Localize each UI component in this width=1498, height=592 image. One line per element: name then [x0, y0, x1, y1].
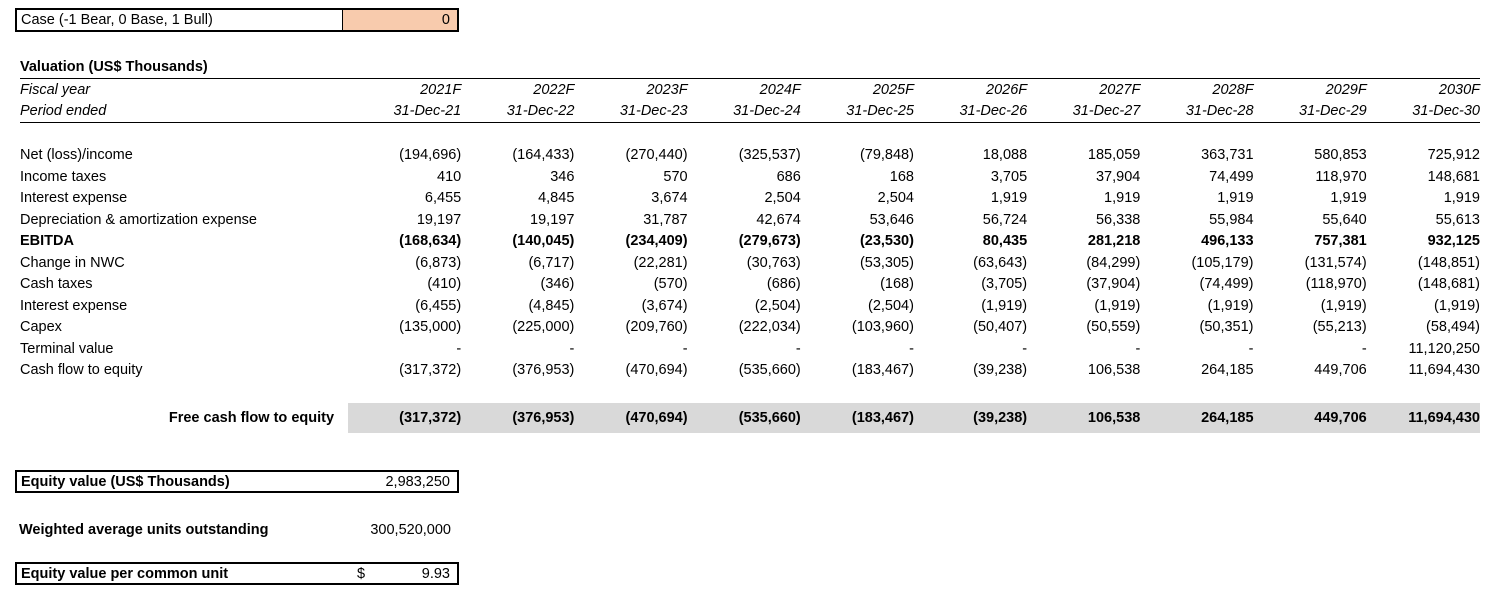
row-label-cash-flow-to-equity: Cash flow to equity — [20, 362, 143, 379]
cell-ebitda-8: 757,381 — [1314, 233, 1367, 250]
cell-nwc-2: (22,281) — [633, 254, 688, 271]
cell-fcfe-8: 449,706 — [1254, 403, 1367, 433]
cell-income-taxes-7: 74,499 — [1209, 168, 1254, 185]
equity-value-label: Equity value (US$ Thousands) — [21, 473, 230, 490]
cell-interest-expense-3: 2,504 — [764, 190, 801, 207]
header-label-period-ended: Period ended — [20, 101, 348, 123]
weighted-average-units-row — [15, 518, 459, 541]
cell-terminal-3: - — [795, 340, 801, 357]
cell-interest-expense-1: 4,845 — [538, 190, 575, 207]
case-input-label: Case (-1 Bear, 0 Base, 1 Bull) — [17, 10, 343, 30]
cell-ebitda-6: 281,218 — [1087, 233, 1141, 250]
cell-cash-taxes-1: (346) — [540, 276, 575, 293]
cell-cfe-7: 264,185 — [1201, 362, 1254, 379]
valuation-section-title: Valuation (US$ Thousands) — [20, 59, 208, 75]
cell-interest-expense-4: 2,504 — [877, 190, 914, 207]
table-row — [20, 338, 1480, 360]
cell-net-income-4: (79,848) — [859, 147, 914, 164]
cell-income-taxes-3: 686 — [776, 168, 801, 185]
cell-interest-expense-5: 1,919 — [990, 190, 1028, 207]
header-label-fiscal-year: Fiscal year — [20, 79, 348, 101]
cell-da-8: 55,640 — [1322, 211, 1367, 228]
table-header-fiscal-year — [20, 79, 1480, 101]
row-label-net-income: Net (loss)/income — [20, 147, 133, 164]
cell-da-5: 56,724 — [982, 211, 1028, 228]
cell-nwc-0: (6,873) — [415, 254, 462, 271]
cell-interest-out-3: (2,504) — [754, 297, 801, 314]
table-row — [20, 145, 1480, 167]
header-year-8: 2029F — [1254, 79, 1367, 101]
cell-cash-taxes-7: (74,499) — [1199, 276, 1254, 293]
cell-interest-out-1: (4,845) — [528, 297, 575, 314]
table-row-free-cash-flow-to-equity — [20, 403, 1480, 433]
cell-cash-taxes-5: (3,705) — [981, 276, 1028, 293]
cell-nwc-4: (53,305) — [859, 254, 914, 271]
cell-net-income-7: 363,731 — [1201, 147, 1254, 164]
header-year-3: 2024F — [688, 79, 801, 101]
cell-ebitda-5: 80,435 — [982, 233, 1028, 250]
cell-cash-taxes-9: (148,681) — [1417, 276, 1480, 293]
equity-value-per-unit-amount: 9.93 — [421, 565, 450, 582]
cell-terminal-7: - — [1248, 340, 1254, 357]
cell-nwc-7: (105,179) — [1191, 254, 1254, 271]
cell-net-income-5: 18,088 — [982, 147, 1028, 164]
header-period-7: 31-Dec-28 — [1140, 101, 1253, 123]
cell-interest-expense-2: 3,674 — [651, 190, 688, 207]
cell-capex-8: (55,213) — [1312, 319, 1367, 336]
row-label-cash-taxes: Cash taxes — [20, 276, 93, 293]
cell-interest-expense-9: 1,919 — [1443, 190, 1480, 207]
table-spacer-row — [20, 381, 1480, 403]
cell-cfe-3: (535,660) — [738, 362, 801, 379]
cell-interest-out-6: (1,919) — [1094, 297, 1141, 314]
cell-cash-taxes-8: (118,970) — [1305, 276, 1367, 293]
cell-capex-2: (209,760) — [625, 319, 688, 336]
cell-net-income-2: (270,440) — [625, 147, 688, 164]
row-label-capex: Capex — [20, 319, 62, 336]
cell-interest-out-0: (6,455) — [415, 297, 462, 314]
table-spacer-row — [20, 123, 1480, 145]
cell-net-income-1: (164,433) — [512, 147, 575, 164]
cell-interest-out-4: (2,504) — [868, 297, 914, 314]
cell-terminal-8: - — [1361, 340, 1367, 357]
row-label-change-in-nwc: Change in NWC — [20, 254, 125, 271]
header-year-0: 2021F — [348, 79, 461, 101]
cell-capex-7: (50,351) — [1199, 319, 1254, 336]
cell-interest-out-8: (1,919) — [1320, 297, 1367, 314]
table-row — [20, 166, 1480, 188]
cell-income-taxes-0: 410 — [437, 168, 462, 185]
cell-ebitda-1: (140,045) — [512, 233, 575, 250]
row-label-depreciation-amortization: Depreciation & amortization expense — [20, 211, 257, 228]
cell-nwc-8: (131,574) — [1304, 254, 1367, 271]
header-period-1: 31-Dec-22 — [461, 101, 574, 123]
cell-fcfe-6: 106,538 — [1027, 403, 1140, 433]
header-year-5: 2026F — [914, 79, 1027, 101]
table-row — [20, 252, 1480, 274]
cell-terminal-1: - — [569, 340, 575, 357]
cell-da-2: 31,787 — [643, 211, 688, 228]
cell-income-taxes-1: 346 — [550, 168, 575, 185]
cell-ebitda-2: (234,409) — [625, 233, 688, 250]
equity-value-amount: 2,983,250 — [385, 473, 450, 490]
cell-cash-taxes-2: (570) — [653, 276, 688, 293]
cell-income-taxes-6: 37,904 — [1095, 168, 1141, 185]
cell-nwc-3: (30,763) — [746, 254, 801, 271]
cell-cash-taxes-3: (686) — [766, 276, 801, 293]
cell-net-income-8: 580,853 — [1314, 147, 1367, 164]
header-year-2: 2023F — [574, 79, 687, 101]
cell-interest-out-2: (3,674) — [641, 297, 688, 314]
row-label-interest-expense: Interest expense — [20, 190, 128, 207]
cell-ebitda-9: 932,125 — [1427, 233, 1480, 250]
cell-da-1: 19,197 — [530, 211, 575, 228]
cell-da-0: 19,197 — [416, 211, 462, 228]
header-period-4: 31-Dec-25 — [801, 101, 914, 123]
case-input-value[interactable]: 0 — [343, 10, 457, 30]
cell-income-taxes-8: 118,970 — [1315, 168, 1367, 185]
equity-value-per-unit-box — [15, 562, 459, 585]
cell-nwc-9: (148,851) — [1417, 254, 1480, 271]
weighted-average-units-label: Weighted average units outstanding — [19, 521, 269, 538]
cell-cfe-0: (317,372) — [399, 362, 462, 379]
cell-cfe-9: 11,694,430 — [1408, 362, 1480, 379]
case-input-box — [15, 8, 459, 32]
cell-income-taxes-9: 148,681 — [1427, 168, 1480, 185]
header-period-0: 31-Dec-21 — [348, 101, 461, 123]
cell-terminal-0: - — [456, 340, 462, 357]
cell-cfe-4: (183,467) — [851, 362, 914, 379]
equity-value-per-unit-label: Equity value per common unit — [21, 565, 229, 582]
header-period-3: 31-Dec-24 — [688, 101, 801, 123]
table-row — [20, 274, 1480, 296]
cell-interest-expense-0: 6,455 — [424, 190, 462, 207]
cell-terminal-9: 11,120,250 — [1408, 340, 1480, 357]
cell-cfe-5: (39,238) — [973, 362, 1028, 379]
cell-net-income-9: 725,912 — [1427, 147, 1480, 164]
table-row — [20, 295, 1480, 317]
cell-capex-6: (50,559) — [1086, 319, 1141, 336]
cell-da-7: 55,984 — [1209, 211, 1254, 228]
cell-terminal-5: - — [1022, 340, 1028, 357]
row-label-ebitda: EBITDA — [20, 233, 74, 250]
row-label-income-taxes: Income taxes — [20, 168, 107, 185]
table-row — [20, 209, 1480, 231]
cell-capex-1: (225,000) — [512, 319, 575, 336]
cell-capex-5: (50,407) — [973, 319, 1028, 336]
header-period-5: 31-Dec-26 — [914, 101, 1027, 123]
cell-net-income-3: (325,537) — [738, 147, 801, 164]
cell-income-taxes-5: 3,705 — [990, 168, 1028, 185]
header-period-6: 31-Dec-27 — [1027, 101, 1140, 123]
cell-cash-taxes-0: (410) — [427, 276, 462, 293]
cell-ebitda-7: 496,133 — [1201, 233, 1254, 250]
cell-cash-taxes-6: (37,904) — [1086, 276, 1141, 293]
header-period-2: 31-Dec-23 — [574, 101, 687, 123]
cell-fcfe-7: 264,185 — [1140, 403, 1253, 433]
table-row — [20, 317, 1480, 339]
cell-terminal-4: - — [909, 340, 914, 357]
cell-net-income-0: (194,696) — [399, 147, 462, 164]
cell-income-taxes-2: 570 — [663, 168, 688, 185]
cell-capex-4: (103,960) — [851, 319, 914, 336]
table-row — [20, 188, 1480, 210]
cell-cfe-6: 106,538 — [1087, 362, 1141, 379]
cell-terminal-6: - — [1135, 340, 1141, 357]
header-period-9: 31-Dec-30 — [1367, 101, 1480, 123]
cell-interest-out-5: (1,919) — [981, 297, 1028, 314]
cell-net-income-6: 185,059 — [1087, 147, 1141, 164]
header-year-6: 2027F — [1027, 79, 1140, 101]
cell-fcfe-4: (183,467) — [801, 403, 914, 433]
spacer-cell — [20, 123, 348, 145]
cell-ebitda-0: (168,634) — [399, 233, 462, 250]
spacer-cell — [20, 381, 348, 403]
cell-fcfe-9: 11,694,430 — [1367, 403, 1480, 433]
currency-symbol: $ — [357, 565, 366, 582]
cell-capex-9: (58,494) — [1425, 319, 1480, 336]
cell-fcfe-2: (470,694) — [574, 403, 687, 433]
cell-ebitda-3: (279,673) — [738, 233, 801, 250]
header-year-9: 2030F — [1367, 79, 1480, 101]
cell-capex-3: (222,034) — [738, 319, 801, 336]
equity-value-box — [15, 470, 459, 493]
table-row-ebitda — [20, 231, 1480, 253]
header-year-7: 2028F — [1140, 79, 1253, 101]
table-row-cash-flow-to-equity — [20, 360, 1480, 382]
valuation-table — [20, 78, 1480, 433]
cell-fcfe-1: (376,953) — [461, 403, 574, 433]
cell-nwc-5: (63,643) — [973, 254, 1028, 271]
row-label-terminal-value: Terminal value — [20, 340, 114, 357]
cell-fcfe-3: (535,660) — [688, 403, 801, 433]
weighted-average-units-value: 300,520,000 — [370, 521, 451, 538]
cell-interest-expense-7: 1,919 — [1217, 190, 1254, 207]
cell-income-taxes-4: 168 — [889, 168, 914, 185]
header-year-1: 2022F — [461, 79, 574, 101]
cell-da-3: 42,674 — [756, 211, 801, 228]
header-year-4: 2025F — [801, 79, 914, 101]
cell-cfe-8: 449,706 — [1314, 362, 1367, 379]
cell-da-9: 55,613 — [1435, 211, 1480, 228]
cell-nwc-6: (84,299) — [1086, 254, 1141, 271]
cell-cfe-2: (470,694) — [625, 362, 688, 379]
cell-da-6: 56,338 — [1095, 211, 1141, 228]
cell-terminal-2: - — [682, 340, 688, 357]
cell-interest-out-9: (1,919) — [1434, 297, 1480, 314]
cell-ebitda-4: (23,530) — [859, 233, 914, 250]
cell-fcfe-5: (39,238) — [914, 403, 1027, 433]
cell-cfe-1: (376,953) — [512, 362, 575, 379]
cell-nwc-1: (6,717) — [528, 254, 575, 271]
cell-fcfe-0: (317,372) — [348, 403, 461, 433]
cell-da-4: 53,646 — [869, 211, 914, 228]
cell-interest-out-7: (1,919) — [1207, 297, 1254, 314]
cell-capex-0: (135,000) — [399, 319, 462, 336]
table-header-period-ended — [20, 101, 1480, 123]
row-label-interest-expense-outflow: Interest expense — [20, 297, 128, 314]
cell-cash-taxes-4: (168) — [880, 276, 914, 293]
row-label-free-cash-flow-to-equity: Free cash flow to equity — [168, 409, 335, 426]
header-period-8: 31-Dec-29 — [1254, 101, 1367, 123]
cell-interest-expense-8: 1,919 — [1330, 190, 1367, 207]
cell-interest-expense-6: 1,919 — [1104, 190, 1141, 207]
